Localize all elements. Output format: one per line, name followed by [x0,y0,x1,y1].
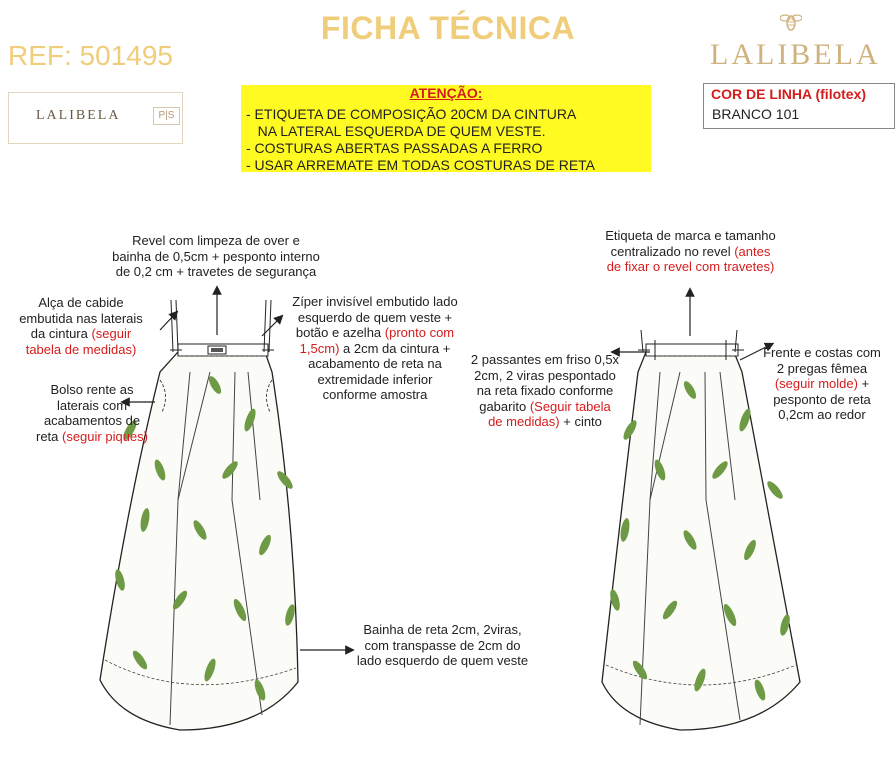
note-line: + cinto [559,414,602,429]
note-line: 2 pregas fêmea [776,360,868,376]
logo-ps-mark: P|S [153,107,180,125]
note-highlight: (antes [734,243,771,259]
note-line: acabamento de reta na [308,356,442,371]
note-line: Alça de cabide [38,295,124,310]
note-line: acabamentos de [43,413,141,428]
page-title: FICHA TÉCNICA [320,10,576,46]
attention-title: ATENÇÃO: [409,85,483,101]
note-highlight: (Seguir tabela [529,398,611,414]
note-line: 0,2cm ao redor [778,407,866,422]
note-highlight: (seguir molde) [774,376,858,391]
bolso-note [32,382,152,444]
reference-code: REF: 501495 [8,40,173,71]
logo-word: LALIBELA [36,108,121,123]
note-line: gabarito [479,398,530,414]
brand-logo: LALIBELA [710,38,881,71]
passantes-note [460,352,630,430]
attention-line: NA LATERAL ESQUERDA DE QUEM VESTE. [246,123,546,139]
note-line: pesponto de reta [773,391,871,407]
frente-costas-note [748,345,896,423]
note-line: com transpasse de 2cm do [364,637,521,653]
alca-note [6,295,156,357]
note-line: + [857,376,870,391]
thread-color-title: COR DE LINHA (filotex) [711,86,867,102]
note-highlight: (seguir [91,326,132,341]
note-line: laterais com [56,397,128,413]
note-line: conforme amostra [322,387,428,402]
thread-color-value: BRANCO 101 [712,106,800,122]
ziper-note [275,294,475,403]
note-line: botão e azelha [295,325,385,340]
note-line: Etiqueta de marca e tamanho [605,228,776,243]
note-line: Zíper invisível embutido lado [292,294,458,309]
note-line: embutida nas laterais [19,310,143,326]
note-highlight: 1,5cm) [299,340,340,356]
note-highlight: (pronto com [384,325,455,340]
front-skirt [100,300,298,730]
note-line: de 0,2 cm + travetes de segurança [115,264,317,279]
note-line: da cintura [30,326,92,341]
note-highlight: de fixar o revel com travetes) [606,259,775,274]
note-line: Frente e costas com [763,345,881,360]
note-line: a 2cm da cintura + [339,340,451,356]
note-highlight: de medidas) [488,414,560,429]
attention-line: - COSTURAS ABERTAS PASSADAS A FERRO [246,140,543,156]
note-line: reta [35,428,62,444]
note-line: bainha de 0,5cm + pesponto interno [112,248,320,264]
note-line: Bainha de reta 2cm, 2viras, [363,622,522,637]
note-line: Revel com limpeza de over e [132,233,300,248]
bainha-note [335,622,550,669]
note-line: esquerdo de quem veste + [297,309,453,325]
note-line: Bolso rente as [50,382,134,397]
note-line: lado esquerdo de quem veste [356,653,529,668]
attention-line: - USAR ARREMATE EM TODAS COSTURAS DE RETA [246,157,596,173]
note-line: 2cm, 2 viras pespontado [474,367,616,383]
note-line: centralizado no revel [610,243,735,259]
note-highlight: tabela de medidas) [25,341,137,357]
note-line: extremidade inferior [317,371,433,387]
note-line: 2 passantes em friso 0,5x [470,352,620,367]
note-highlight: (seguir piques) [62,428,148,444]
note-line: na reta fixado conforme [476,383,614,398]
revel-note [96,233,336,280]
attention-line: - ETIQUETA DE COMPOSIÇÃO 20CM DA CINTURA [246,106,577,122]
etiqueta-note [578,228,803,275]
